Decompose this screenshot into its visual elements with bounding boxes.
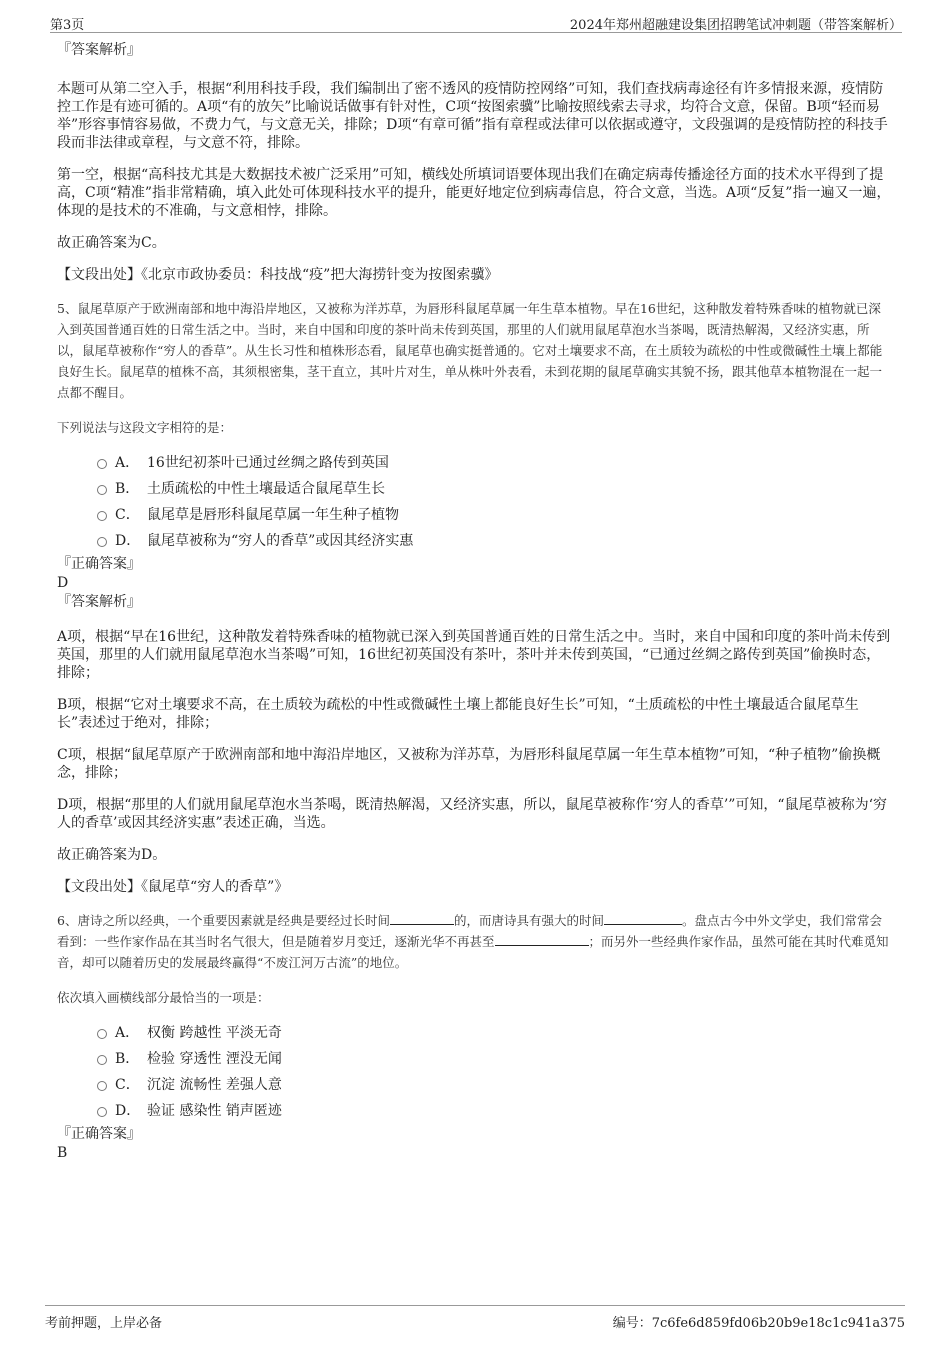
radio-icon[interactable] [97,459,107,469]
fill-blank-3 [495,933,589,946]
q6-passage-part: 。盘点古今中外文学史，我们常常会看到：一些作家作品在其当时名气很大，但是随着岁月变迁，逐渐光华不再甚至 [57,913,882,949]
q6-option-c[interactable] [57,1072,892,1098]
q4-analysis-heading: 『答案解析』 [57,42,141,58]
radio-icon[interactable] [97,1081,107,1091]
q6-option-a[interactable] [57,1020,892,1046]
q5-passage: 5、鼠尾草原产于欧洲南部和地中海沿岸地区，又被称为洋苏草，为唇形科鼠尾草属一年生草本植物。早在16世纪，这种散发着特殊香味的植物就已深入到英国普通百姓的日常生活之中。当时，来自中国和印度的茶叶尚未传到英国，那里的人们就用鼠尾草泡水当茶喝，既清热解渴，又经济实惠，所以，鼠尾草被称作“穷人的香草”。从生长习性和植株形态看，鼠尾草也确实挺普通的。它对土壤要求不高，在土质较为疏松的中性或微碱性土壤上都能良好生长。鼠尾草的植株不高，其须根密集，茎干直立，其叶片对生，单从株叶外表看，未到花期的鼠尾草确实其貌不扬，跟其他草本植物混在一起一点都不醒目。 [57,301,883,400]
option-text: 沉淀 流畅性 差强人意 [147,1077,282,1093]
radio-icon[interactable] [97,1107,107,1117]
q6-passage-part: 的，而唐诗具有强大的时间 [453,913,604,928]
q5-analysis-heading: 『答案解析』 [57,594,141,610]
option-letter: D． [115,533,141,549]
option-text: 权衡 跨越性 平淡无奇 [147,1025,282,1041]
option-text: 16世纪初茶叶已通过丝绸之路传到英国 [147,455,389,471]
page-number: 第3页 [50,18,85,33]
page-content [57,40,892,1162]
q5-analysis-d: D项，根据“那里的人们就用鼠尾草泡水当茶喝，既清热解渴，又经济实惠，所以，鼠尾草被称作‘穷人的香草’”可知，“鼠尾草被称为‘穷人的香草’或因其经济实惠”表述正确，当选。 [57,797,888,831]
q5-options [57,450,892,554]
page-footer [45,1305,905,1331]
q6-passage-part: 6、唐诗之所以经典，一个重要因素就是经典是要经过长时间 [57,913,390,928]
option-text: 验证 感染性 销声匿迹 [147,1103,282,1119]
q6-option-d[interactable] [57,1098,892,1124]
footer-slogan: 考前押题，上岸必备 [45,1316,163,1331]
q5-analysis-b: B项，根据“它对土壤要求不高，在土质较为疏松的中性或微碱性土壤上都能良好生长”可知，“土质疏松的中性土壤最适合鼠尾草生长”表述过于绝对，排除； [57,697,859,731]
option-letter: A． [115,1025,140,1041]
radio-icon[interactable] [97,537,107,547]
option-text: 土质疏松的中性土壤最适合鼠尾草生长 [147,481,385,497]
q6-prompt: 依次填入画横线部分最恰当的一项是： [57,990,270,1005]
q5-answer-heading: 『正确答案』 [57,556,141,572]
q6-answer-heading: 『正确答案』 [57,1126,141,1142]
q4-analysis-paragraph-1: 本题可从第二空入手，根据“利用科技手段，我们编制出了密不透风的疫情防控网络”可知，我们查找病毒途径有许多情报来源，疫情防控工作是有迹可循的。A项“有的放矢”比喻说话做事有针对性，C项“按图索骥”比喻按照线索去寻求，均符合文意，保留。B项“轻而易举”形容事情容易做，不费力气，与文意无关，排除；D项“有章可循”指有章程或法律可以依据或遵守，文段强调的是疫情防控的科技手段而非法律或章程，与文意不符，排除。 [57,81,888,151]
q5-answer: D [57,575,69,591]
q5-source: 【文段出处】《鼠尾草“穷人的香草”》 [57,879,289,895]
option-letter: C． [115,507,140,523]
option-text: 鼠尾草是唇形科鼠尾草属一年生种子植物 [147,507,399,523]
radio-icon[interactable] [97,511,107,521]
document-title: 2024年郑州超融建设集团招聘笔试冲刺题（带答案解析） [569,18,902,33]
q5-conclusion: 故正确答案为D。 [57,847,167,863]
q4-source: 【文段出处】《北京市政协委员：科技战“疫”把大海捞针变为按图索骥》 [57,267,499,283]
footer-serial-number: 编号：7c6fe6d859fd06b20b9e18c1c941a375 [612,1316,905,1331]
option-text: 检验 穿透性 湮没无闻 [147,1051,282,1067]
option-letter: A． [115,455,140,471]
q5-prompt: 下列说法与这段文字相符的是： [57,420,233,435]
option-letter: C． [115,1077,140,1093]
q5-option-b[interactable] [57,476,892,502]
option-text: 鼠尾草被称为“穷人的香草”或因其经济实惠 [147,533,414,549]
q5-analysis-a: A项，根据“早在16世纪，这种散发着特殊香味的植物就已深入到英国普通百姓的日常生活之中。当时，来自中国和印度的茶叶尚未传到英国，那里的人们就用鼠尾草泡水当茶喝”可知，16世纪初英国没有茶叶，茶叶并未传到英国，“已通过丝绸之路传到英国”偷换时态，排除； [57,629,891,681]
q6-passage-part: ；而另外一些经典作家作品，虽然可能在其时代难觅知音，却可以随着历史的发展最终赢得“不废江河万古流”的地位。 [57,934,889,970]
radio-icon[interactable] [97,1055,107,1065]
option-letter: D． [115,1103,141,1119]
q5-option-c[interactable] [57,502,892,528]
q6-answer: B [57,1145,68,1161]
page-header [50,10,902,33]
fill-blank-1 [390,912,454,925]
q6-option-b[interactable] [57,1046,892,1072]
q4-conclusion: 故正确答案为C。 [57,235,166,251]
q5-option-a[interactable] [57,450,892,476]
option-letter: B． [115,1051,140,1067]
radio-icon[interactable] [97,485,107,495]
option-letter: B． [115,481,140,497]
q5-option-d[interactable] [57,528,892,554]
fill-blank-2 [604,912,682,925]
q6-options [57,1020,892,1124]
q4-analysis-paragraph-2: 第一空，根据“高科技尤其是大数据技术被广泛采用”可知，横线处所填词语要体现出我们在确定病毒传播途径方面的技术水平得到了提高，C项“精准”指非常精确，填入此处可体现科技水平的提升，能更好地定位到病毒信息，符合文意，当选。A项“反复”指一遍又一遍，体现的是技术的不准确，与文意相悖，排除。 [57,167,891,219]
radio-icon[interactable] [97,1029,107,1039]
q6-passage [57,910,892,973]
q5-analysis-c: C项，根据“鼠尾草原产于欧洲南部和地中海沿岸地区，又被称为洋苏草，为唇形科鼠尾草属一年生草本植物”可知，“种子植物”偷换概念，排除； [57,747,881,781]
